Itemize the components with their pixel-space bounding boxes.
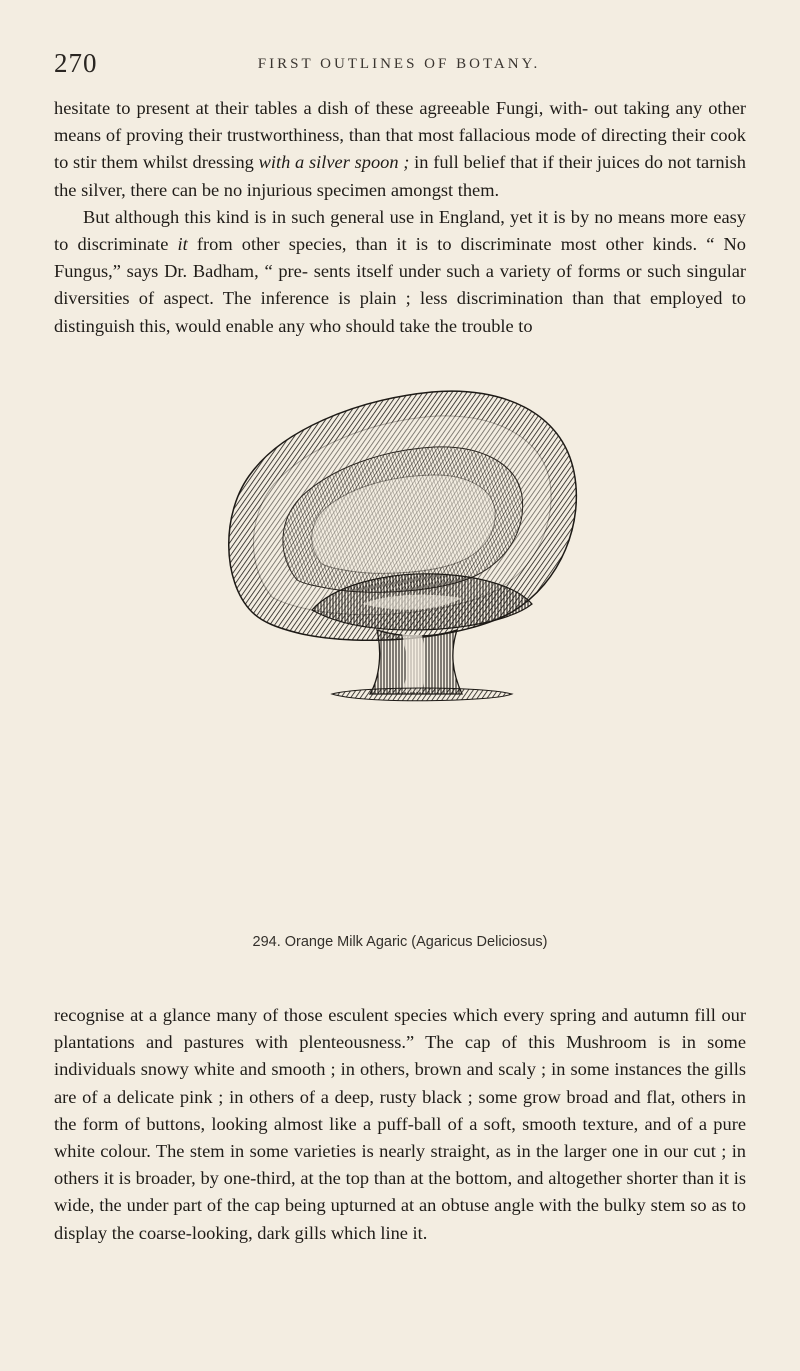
running-head: FIRST OUTLINES OF BOTANY. (257, 56, 541, 72)
mushroom-engraving-icon (212, 372, 582, 717)
paragraph-1 (54, 95, 746, 204)
paragraph-2-italic: it (177, 234, 188, 255)
page-header (54, 48, 744, 82)
paragraph-2 (54, 204, 746, 340)
paragraph-2-text-b: from other species, than it is to discriminate most other kinds. “ No Fungus,” says Dr. Badham, “ pre- sents itself under such a variety of forms or such singular diversities of aspect. The inference is plain ; less discrimination than that employed to distinguish this, would enable any who should take the trouble to (54, 234, 746, 336)
paragraph-3: recognise at a glance many of those esculent species which every spring and autumn fill our plantations and pastures with plenteousness.” The cap of this Mushroom is in some individuals snowy white and smooth ; in others, brown and scaly ; in some instances the gills are of a delicate pink ; in others of a deep, rusty black ; some grow broad and flat, others in the form of buttons, looking almost like a puff-ball of a soft, smooth texture, and of a pure white colour. The stem in some varieties is nearly straight, as in the larger one in our cut ; in others it is broader, by one-third, at the top than at the bottom, and altogether shorter than it is wide, the under part of the cap being upturned at an obtuse angle with the bulky stem so as to display the coarse-looking, dark gills which line it. (54, 1005, 746, 1243)
page-number: 270 (54, 48, 98, 78)
paragraph-1-text-b: in full belief that if their juices do not tarnish the silver, there can be no injurious specimen amongst them. (54, 152, 747, 200)
body-text-bottom (54, 1002, 746, 1247)
body-text-top (54, 95, 746, 340)
paragraph-2-text-a: But although this kind is in such general use in England, yet it is by no means more easy to discriminate (54, 206, 746, 255)
paragraph-1-italic: with a silver spoon ; (258, 152, 410, 173)
paragraph-1-text-a: hesitate to present at their tables a dish of these agreeable Fungi, with- out taking any other means of proving their trustworthiness, than that most fallacious mode of directing their cook to stir them whilst dressing (54, 98, 746, 173)
figure-caption: 294. Orange Milk Agaric (Agaricus Deliciosus) (252, 934, 548, 950)
